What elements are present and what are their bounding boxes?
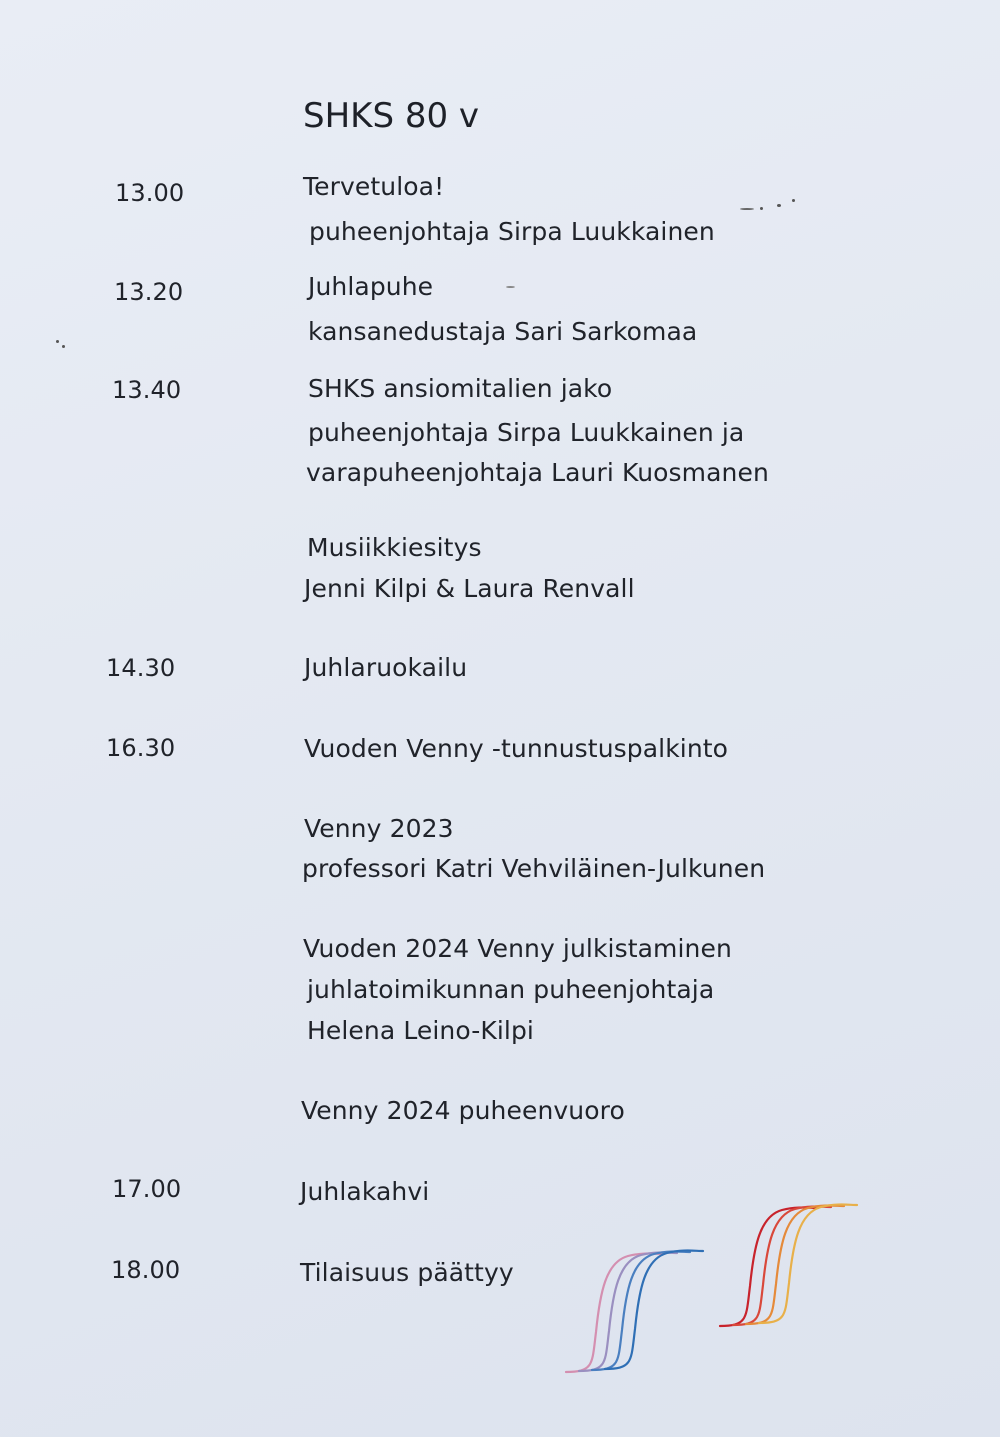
time-18-00: 18.00	[111, 1256, 181, 1284]
item-venny-2023: Venny 2023	[304, 814, 454, 843]
item-venny-2024-announcer-role: juhlatoimikunnan puheenjohtaja	[307, 975, 715, 1004]
paper-speck	[792, 199, 795, 202]
paper-speck	[777, 204, 781, 207]
paper-speck	[56, 340, 59, 343]
item-venny-2024-announce: Vuoden 2024 Venny julkistaminen	[303, 934, 732, 963]
item-welcome-speaker: puheenjohtaja Sirpa Luukkainen	[309, 217, 715, 246]
time-13-00: 13.00	[115, 179, 185, 207]
item-festive-speech: Juhlapuhe	[308, 272, 434, 301]
logo-wave-right	[720, 1208, 818, 1327]
item-venny-2023-recipient: professori Katri Vehviläinen-Julkunen	[302, 854, 766, 883]
item-medals-presenter-1: puheenjohtaja Sirpa Luukkainen ja	[308, 418, 745, 447]
time-13-20: 13.20	[114, 278, 184, 306]
logo-wave-left	[566, 1254, 664, 1373]
item-music: Musiikkiesitys	[307, 533, 482, 562]
item-music-performers: Jenni Kilpi & Laura Renvall	[304, 574, 635, 603]
item-medals-presenter-2: varapuheenjohtaja Lauri Kuosmanen	[306, 458, 769, 487]
paper-speck	[62, 345, 65, 348]
item-festive-speech-speaker: kansanedustaja Sari Sarkomaa	[308, 317, 698, 346]
item-dinner: Juhlaruokailu	[304, 653, 468, 682]
item-venny-2024-announcer-name: Helena Leino-Kilpi	[307, 1016, 534, 1045]
time-17-00: 17.00	[112, 1175, 182, 1203]
item-venny-award: Vuoden Venny -tunnustuspalkinto	[304, 734, 729, 763]
paper-speck	[506, 286, 515, 288]
time-16-30: 16.30	[106, 734, 176, 762]
wave-lines-logo-icon	[560, 1200, 870, 1390]
item-medals: SHKS ansiomitalien jako	[308, 374, 613, 403]
paper-speck	[760, 207, 763, 210]
time-14-30: 14.30	[106, 654, 176, 682]
paper-speck	[740, 208, 754, 210]
item-event-ends: Tilaisuus päättyy	[300, 1258, 514, 1287]
item-coffee: Juhlakahvi	[300, 1177, 430, 1206]
item-welcome: Tervetuloa!	[303, 172, 445, 201]
document-title: SHKS 80 v	[303, 96, 480, 136]
item-venny-2024-speech: Venny 2024 puheenvuoro	[301, 1096, 625, 1125]
time-13-40: 13.40	[112, 376, 182, 404]
